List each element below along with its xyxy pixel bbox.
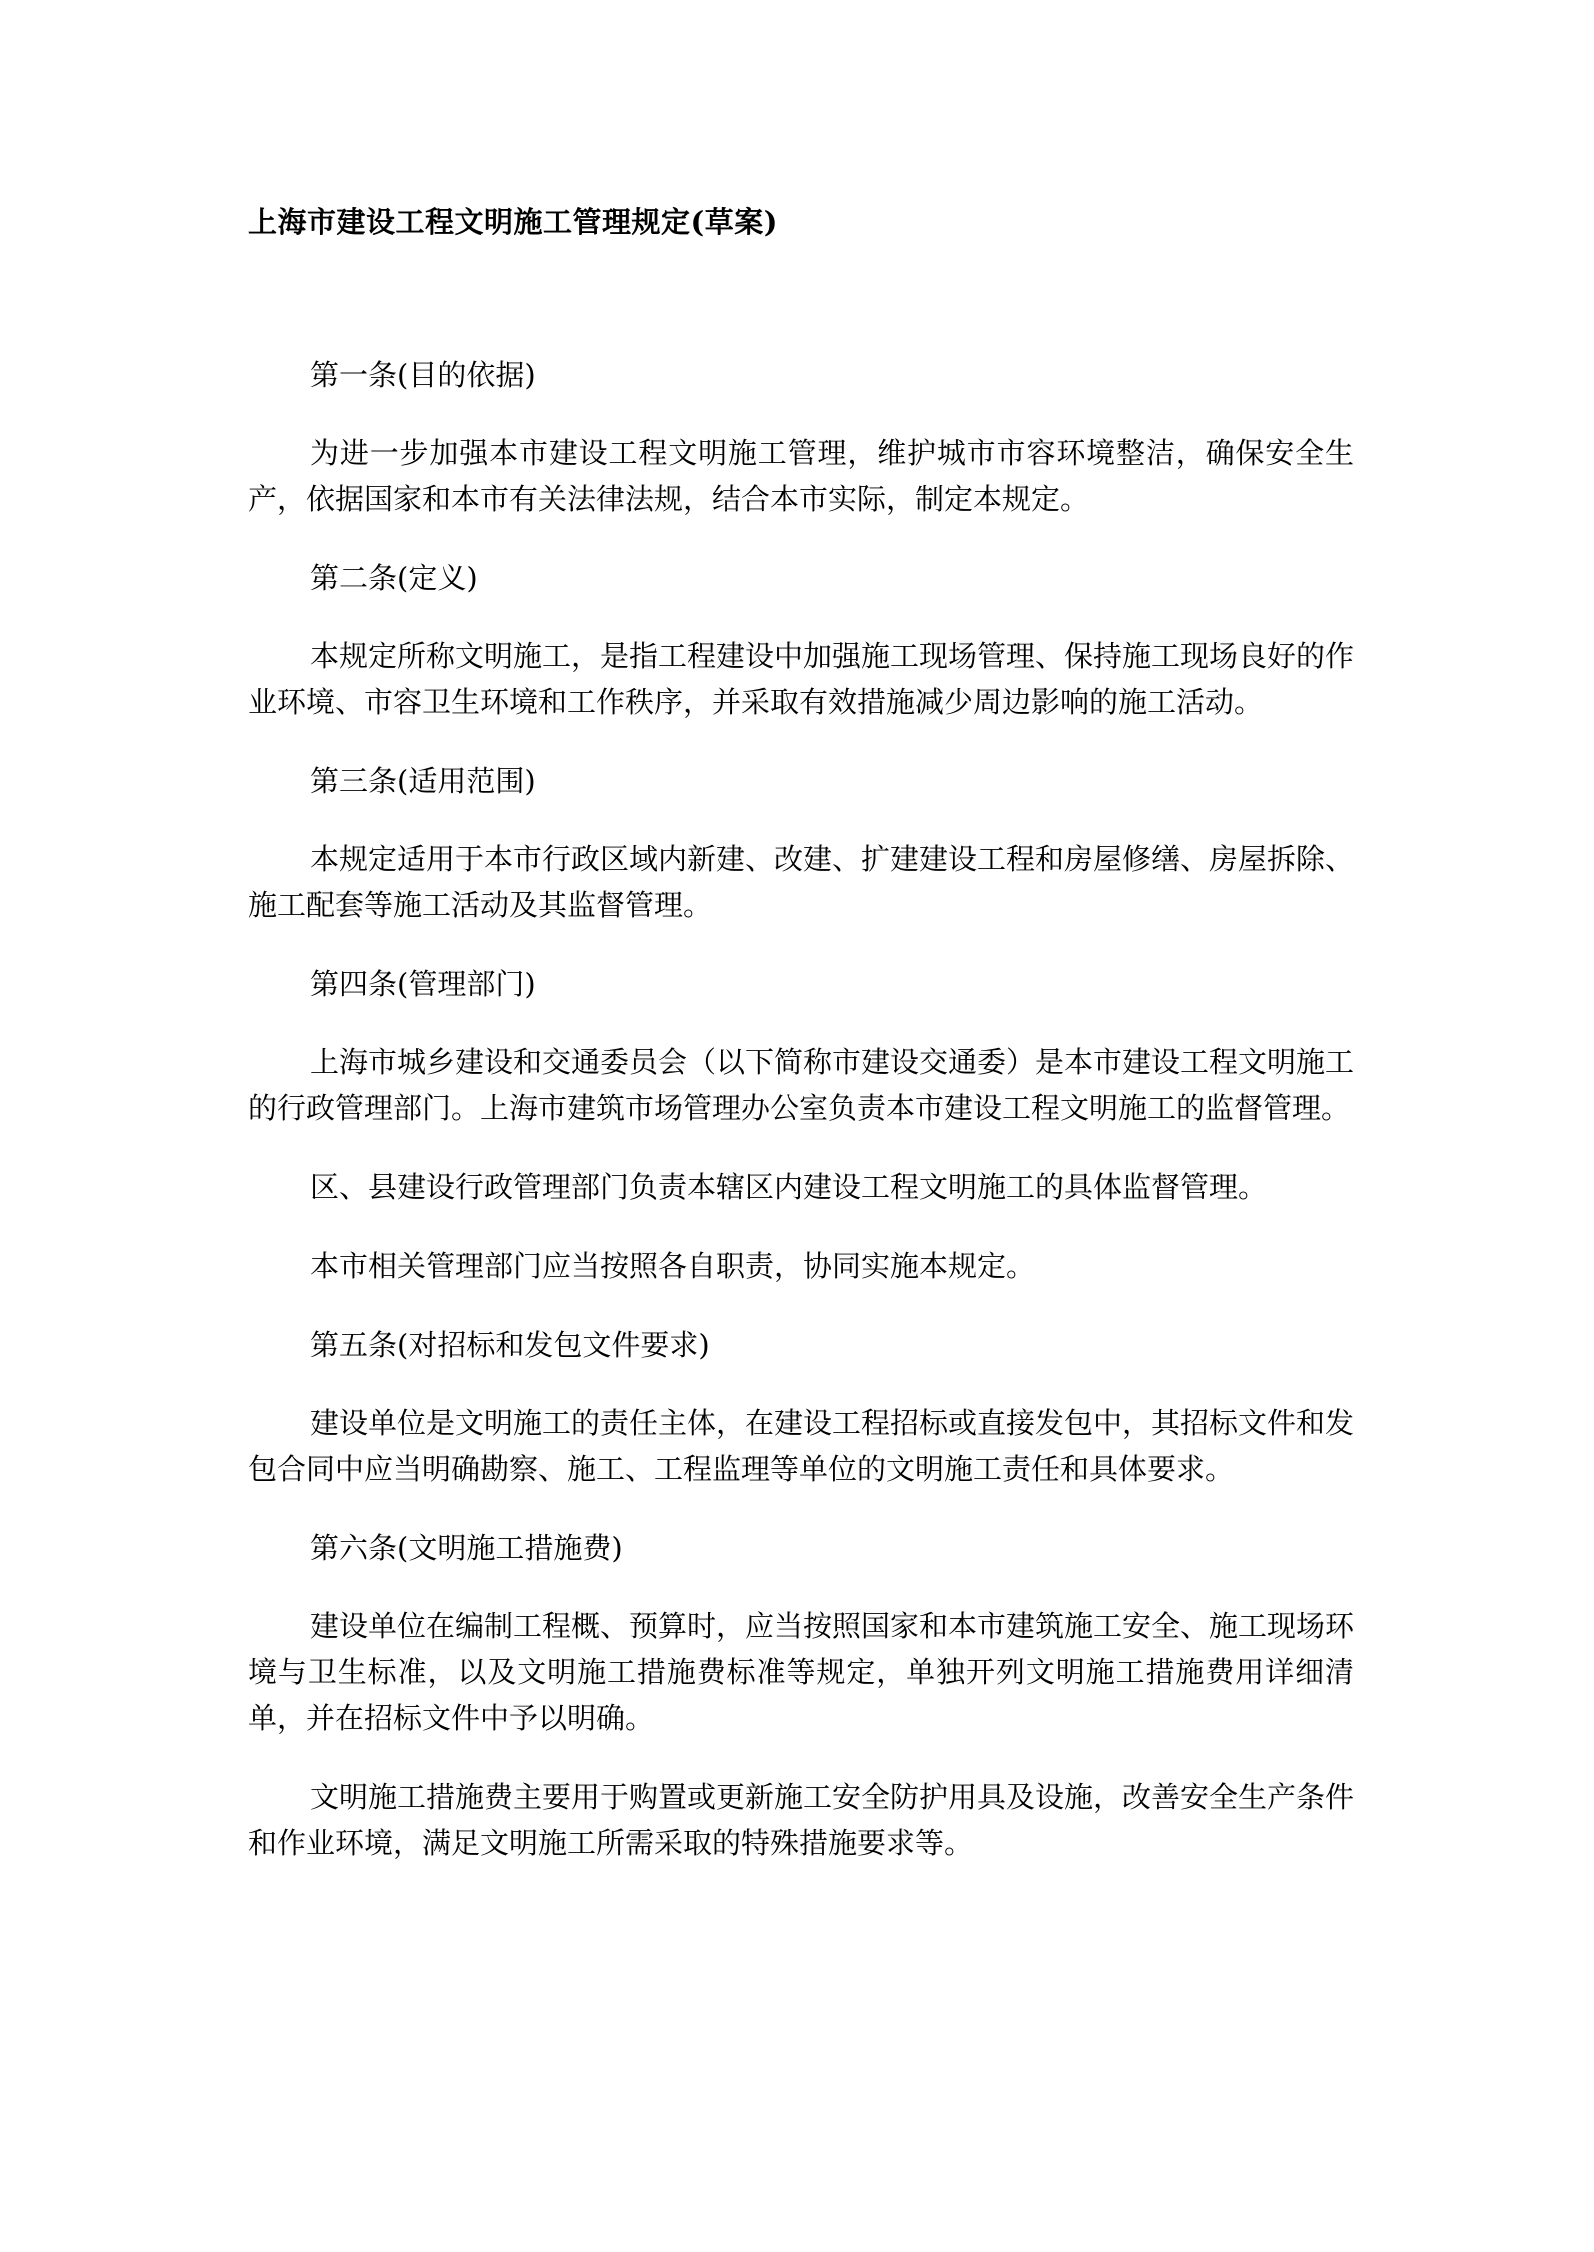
article-heading: 第一条(目的依据) [310,358,536,392]
article-paragraph: 本市相关管理部门应当按照各自职责，协同实施本规定。 [310,1249,1036,1283]
article-2 [248,555,1354,758]
article-paragraph: 上海市城乡建设和交通委员会（以下简称市建设交通委）是本市建设工程文明施工的行政管理部门。上海市建筑市场管理办公室负责本市建设工程文明施工的监督管理。 [248,1045,1355,1125]
article-paragraph: 文明施工措施费主要用于购置或更新施工安全防护用具及设施，改善安全生产条件和作业环境，满足文明施工所需采取的特殊措施要求等。 [248,1780,1355,1860]
article-paragraph: 建设单位是文明施工的责任主体，在建设工程招标或直接发包中，其招标文件和发包合同中应当明确勘察、施工、工程监理等单位的文明施工责任和具体要求。 [248,1406,1355,1486]
document-body [248,352,1354,1866]
article-paragraph: 本规定所称文明施工，是指工程建设中加强施工现场管理、保持施工现场良好的作业环境、市容卫生环境和工作秩序，并采取有效措施减少周边影响的施工活动。 [248,639,1355,719]
article-paragraph: 建设单位在编制工程概、预算时，应当按照国家和本市建筑施工安全、施工现场环境与卫生标准，以及文明施工措施费标准等规定，单独开列文明施工措施费用详细清单，并在招标文件中予以明确。 [248,1609,1355,1735]
article-paragraph: 为进一步加强本市建设工程文明施工管理，维护城市市容环境整洁，确保安全生产，依据国家和本市有关法律法规，结合本市实际，制定本规定。 [248,436,1354,516]
article-paragraph: 区、县建设行政管理部门负责本辖区内建设工程文明施工的具体监督管理。 [310,1170,1268,1204]
article-paragraph: 本规定适用于本市行政区域内新建、改建、扩建建设工程和房屋修缮、房屋拆除、施工配套等施工活动及其监督管理。 [248,842,1355,922]
article-heading: 第二条(定义) [310,561,478,595]
article-heading: 第四条(管理部门) [310,967,536,1001]
article-1 [248,352,1354,555]
article-heading: 第六条(文明施工措施费) [310,1531,623,1565]
article-5 [248,1322,1354,1525]
article-heading: 第三条(适用范围) [310,764,536,798]
article-6 [248,1525,1354,1866]
article-3 [248,758,1354,961]
article-heading: 第五条(对招标和发包文件要求) [310,1328,710,1362]
document-title: 上海市建设工程文明施工管理规定(草案) [248,205,778,239]
article-4 [248,961,1354,1322]
